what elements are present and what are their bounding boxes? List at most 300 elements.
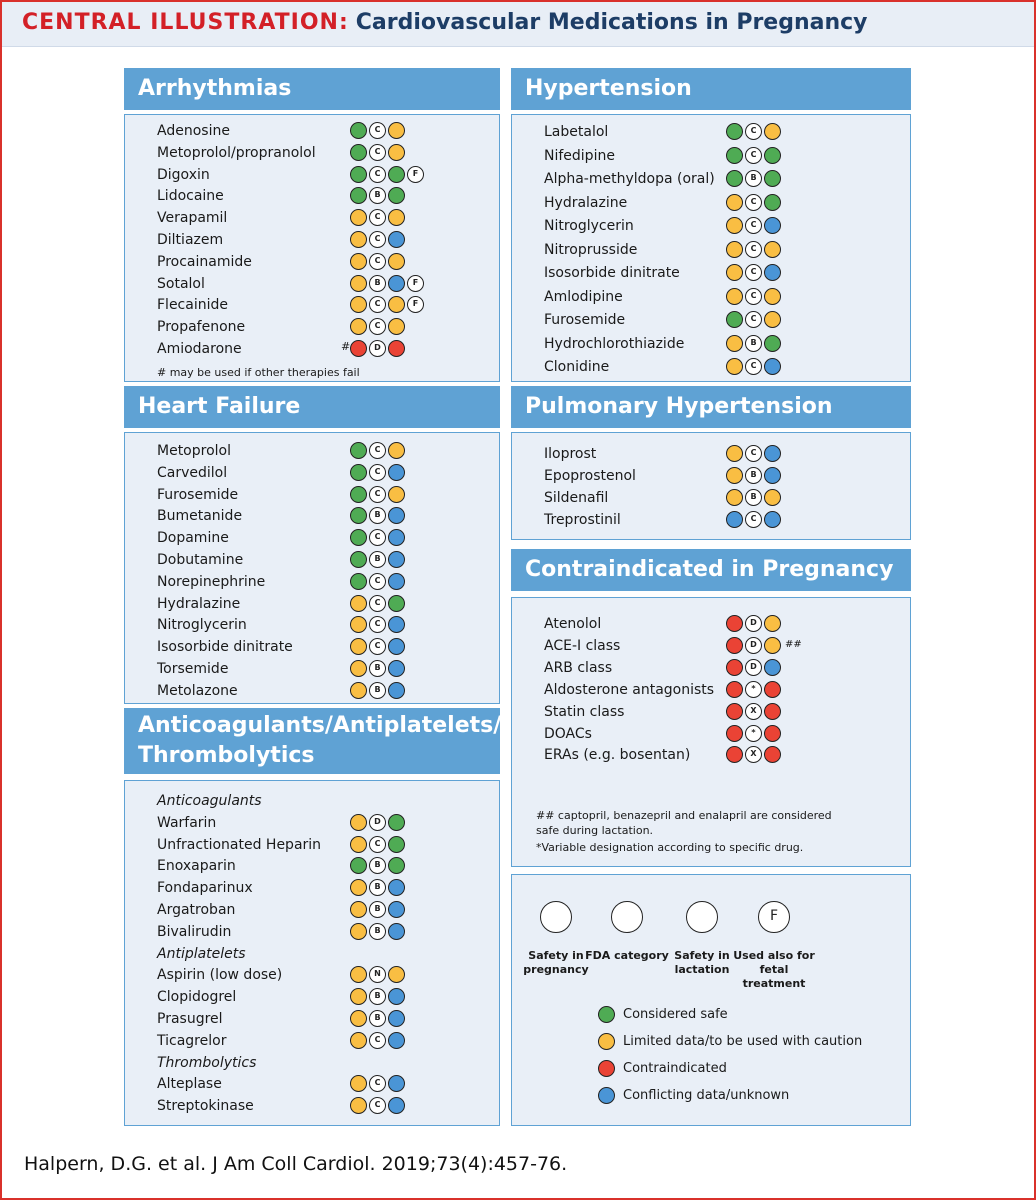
section-header-arrhythmias [124, 68, 500, 110]
section-title: Contraindicated in Pregnancy [525, 557, 894, 582]
fda-category-badge: C [745, 311, 762, 328]
drug-name: Flecainide [157, 297, 228, 314]
pregnancy-safety-dot [350, 682, 367, 699]
drug-name: Treprostinil [544, 512, 621, 528]
drug-rating [350, 923, 405, 940]
fda-category-badge: D [369, 340, 386, 357]
fda-category-badge: C [745, 264, 762, 281]
lactation-safety-dot [388, 507, 405, 524]
lactation-safety-dot [388, 122, 405, 139]
drug-name: Prasugrel [157, 1011, 223, 1027]
fda-category-badge: C [369, 464, 386, 481]
lactation-safety-dot [764, 147, 781, 164]
drug-rating [350, 122, 405, 139]
fda-category-badge: B [745, 489, 762, 506]
drug-name: Epoprostenol [544, 468, 636, 484]
section-header-heart-failure [124, 386, 500, 428]
lactation-safety-dot [764, 335, 781, 352]
drug-rating [726, 725, 781, 742]
fda-category-badge: C [369, 318, 386, 335]
lactation-safety-dot [764, 123, 781, 140]
drug-name: ACE-I class [544, 637, 621, 654]
drug-name: Adenosine [157, 123, 230, 139]
section-header-hypertension [511, 68, 911, 110]
lactation-safety-dot [388, 966, 405, 983]
lactation-safety-dot [388, 836, 405, 853]
fda-category-badge: C [369, 573, 386, 590]
drug-name: Metoprolol/propranolol [157, 144, 316, 161]
subsection-label: Antiplatelets [157, 945, 246, 962]
lactation-safety-dot [764, 311, 781, 328]
pregnancy-safety-dot [350, 166, 367, 183]
pregnancy-safety-dot [350, 1010, 367, 1027]
pregnancy-safety-dot [350, 144, 367, 161]
drug-name: Warfarin [157, 814, 217, 831]
drug-rating [726, 637, 802, 654]
drug-name: Hydrochlorothiazide [544, 335, 685, 352]
fetal-treatment-badge: F [407, 296, 424, 313]
section-panel-heart-failure [124, 432, 500, 704]
drug-name: Metoprolol [157, 443, 231, 459]
fda-category-badge: X [745, 703, 762, 720]
drug-rating [350, 901, 405, 918]
fda-category-badge: B [369, 275, 386, 292]
lactation-safety-dot [388, 573, 405, 590]
pregnancy-safety-dot [350, 442, 367, 459]
page-title [22, 10, 868, 35]
title-main: Cardiovascular Medications in Pregnancy [355, 10, 868, 35]
pregnancy-safety-dot [350, 122, 367, 139]
pregnancy-safety-dot [350, 486, 367, 503]
drug-rating [350, 638, 405, 655]
fda-category-badge: C [369, 209, 386, 226]
pregnancy-safety-dot [350, 253, 367, 270]
drug-name: Sildenafil [544, 490, 609, 506]
legend-color-dot [598, 1087, 615, 1104]
lactation-safety-dot [764, 445, 781, 462]
drug-rating [726, 746, 781, 763]
legend-circle-icon [686, 901, 718, 933]
title-bar [2, 2, 1034, 47]
drug-rating [726, 467, 781, 484]
drug-rating [726, 511, 781, 528]
legend-color-label: Conflicting data/unknown [623, 1088, 790, 1103]
section-footnote-2: *Variable designation according to specific drug. [536, 841, 804, 854]
fda-category-badge: D [745, 615, 762, 632]
lactation-safety-dot [764, 725, 781, 742]
lactation-safety-dot [388, 253, 405, 270]
drug-name: DOACs [544, 725, 592, 742]
drug-name: Isosorbide dinitrate [544, 265, 680, 281]
section-panel-pulmonary-hypertension [511, 432, 911, 540]
legend-color-dot [598, 1006, 615, 1023]
drug-name: Amiodarone [157, 341, 242, 357]
drug-name: ERAs (e.g. bosentan) [544, 747, 691, 764]
pregnancy-safety-dot [350, 1032, 367, 1049]
drug-rating [350, 1075, 405, 1092]
drug-name: Unfractionated Heparin [157, 836, 322, 853]
drug-rating [726, 288, 781, 305]
pregnancy-safety-dot [726, 725, 743, 742]
section-title: Heart Failure [138, 394, 301, 419]
legend-column-label: FDA category [585, 949, 669, 962]
drug-name: Alteplase [157, 1076, 222, 1093]
drug-name: Labetalol [544, 124, 609, 140]
fda-category-badge: C [369, 253, 386, 270]
fda-category-badge: * [745, 725, 762, 742]
pregnancy-safety-dot [726, 703, 743, 720]
drug-rating [350, 507, 405, 524]
drug-name: Nitroprusside [544, 241, 638, 258]
lactation-safety-dot [388, 1097, 405, 1114]
fda-category-badge: C [369, 231, 386, 248]
fda-category-badge: C [369, 1097, 386, 1114]
fda-category-badge: D [745, 659, 762, 676]
pregnancy-safety-dot [726, 241, 743, 258]
drug-rating [350, 660, 405, 677]
drug-rating [350, 966, 405, 983]
fda-category-badge: C [369, 836, 386, 853]
drug-rating [726, 445, 781, 462]
legend-color-label: Considered safe [623, 1007, 728, 1022]
fda-category-badge: B [369, 660, 386, 677]
drug-name: Bumetanide [157, 508, 243, 525]
drug-name: Aspirin (low dose) [157, 967, 283, 984]
drug-name: Enoxaparin [157, 858, 236, 875]
drug-rating [350, 551, 405, 568]
lactation-safety-dot [764, 659, 781, 676]
pregnancy-safety-dot [350, 966, 367, 983]
drug-footnote-marker: # [341, 340, 351, 353]
drug-rating [726, 311, 781, 328]
pregnancy-safety-dot [726, 681, 743, 698]
drug-name: Clopidogrel [157, 989, 237, 1006]
drug-rating [350, 209, 405, 226]
lactation-safety-dot [388, 682, 405, 699]
fda-category-badge: C [369, 1075, 386, 1092]
drug-name: Alpha-methyldopa (oral) [544, 171, 715, 187]
drug-rating [350, 340, 405, 357]
subsection-label: Thrombolytics [157, 1054, 257, 1071]
drug-name: Isosorbide dinitrate [157, 639, 293, 656]
drug-rating [350, 1032, 405, 1049]
lactation-safety-dot [388, 814, 405, 831]
lactation-safety-dot [764, 170, 781, 187]
section-panel-arrhythmias [124, 114, 500, 382]
section-header-pulmonary-hypertension [511, 386, 911, 428]
drug-name: Carvedilol [157, 464, 228, 481]
pregnancy-safety-dot [726, 615, 743, 632]
drug-rating [726, 170, 781, 187]
fda-category-badge: B [369, 187, 386, 204]
pregnancy-safety-dot [350, 340, 367, 357]
fda-category-badge: C [745, 217, 762, 234]
pregnancy-safety-dot [350, 1097, 367, 1114]
drug-rating [350, 616, 405, 633]
drug-rating [350, 1010, 405, 1027]
drug-name: Diltiazem [157, 232, 224, 248]
fda-category-badge: X [745, 746, 762, 763]
drug-name: Norepinephrine [157, 573, 266, 590]
drug-name: Atenolol [544, 616, 602, 632]
drug-rating [350, 318, 405, 335]
drug-rating [350, 231, 405, 248]
pregnancy-safety-dot [726, 264, 743, 281]
section-panel-hypertension [511, 114, 911, 382]
drug-rating [726, 659, 781, 676]
pregnancy-safety-dot [726, 288, 743, 305]
fda-category-badge: B [745, 467, 762, 484]
lactation-safety-dot [388, 1075, 405, 1092]
legend-circle-icon [611, 901, 643, 933]
fda-category-badge: C [745, 194, 762, 211]
fda-category-badge: C [745, 241, 762, 258]
lactation-safety-dot [388, 166, 405, 183]
lactation-safety-dot [764, 194, 781, 211]
fda-category-badge: B [745, 335, 762, 352]
drug-rating [726, 123, 781, 140]
drug-rating [350, 814, 405, 831]
drug-name: Amlodipine [544, 288, 623, 305]
legend-color-row [598, 1086, 789, 1106]
drug-rating [350, 464, 405, 481]
lactation-safety-dot [388, 318, 405, 335]
drug-name: Sotalol [157, 275, 205, 292]
drug-footnote-marker: ## [785, 638, 802, 650]
lactation-safety-dot [388, 1010, 405, 1027]
drug-rating [350, 879, 405, 896]
drug-rating [350, 1097, 405, 1114]
pregnancy-safety-dot [726, 194, 743, 211]
legend-color-row [598, 1032, 862, 1052]
fda-category-badge: B [369, 682, 386, 699]
pregnancy-safety-dot [726, 746, 743, 763]
lactation-safety-dot [388, 879, 405, 896]
drug-name: Fondaparinux [157, 880, 253, 897]
lactation-safety-dot [388, 529, 405, 546]
legend-circle-icon [540, 901, 572, 933]
drug-rating [726, 489, 781, 506]
legend-color-label: Limited data/to be used with caution [623, 1034, 863, 1049]
lactation-safety-dot [388, 296, 405, 313]
drug-rating [726, 681, 781, 698]
legend-column-label: Safety in pregnancy [523, 949, 589, 976]
fda-category-badge: C [745, 288, 762, 305]
fetal-treatment-icon: F [758, 901, 790, 933]
legend-color-row [598, 1005, 728, 1025]
lactation-safety-dot [764, 241, 781, 258]
fda-category-badge: B [369, 1010, 386, 1027]
pregnancy-safety-dot [726, 123, 743, 140]
drug-rating [726, 194, 781, 211]
pregnancy-safety-dot [350, 616, 367, 633]
pregnancy-safety-dot [350, 507, 367, 524]
pregnancy-safety-dot [350, 318, 367, 335]
drug-rating [350, 187, 405, 204]
drug-name: Dopamine [157, 530, 229, 547]
lactation-safety-dot [764, 467, 781, 484]
lactation-safety-dot [388, 209, 405, 226]
citation: Halpern, D.G. et al. J Am Coll Cardiol. 2019;73(4):457-76. [24, 1153, 568, 1175]
fda-category-badge: B [369, 507, 386, 524]
lactation-safety-dot [388, 340, 405, 357]
drug-name: Nitroglycerin [544, 218, 634, 234]
fda-category-badge: C [369, 529, 386, 546]
drug-name: ARB class [544, 659, 613, 676]
lactation-safety-dot [388, 231, 405, 248]
drug-rating [726, 335, 781, 352]
fda-category-badge: B [369, 923, 386, 940]
lactation-safety-dot [388, 638, 405, 655]
lactation-safety-dot [764, 511, 781, 528]
pregnancy-safety-dot [350, 296, 367, 313]
drug-name: Ticagrelor [157, 1032, 227, 1049]
pregnancy-safety-dot [726, 170, 743, 187]
fda-category-badge: * [745, 681, 762, 698]
lactation-safety-dot [388, 923, 405, 940]
legend-panel [511, 874, 911, 1126]
lactation-safety-dot [764, 703, 781, 720]
pregnancy-safety-dot [726, 217, 743, 234]
fda-category-badge: C [369, 595, 386, 612]
legend-column-label: Safety in lactation [674, 949, 730, 976]
pregnancy-safety-dot [726, 335, 743, 352]
pregnancy-safety-dot [350, 551, 367, 568]
pregnancy-safety-dot [726, 637, 743, 654]
drug-rating [350, 442, 405, 459]
drug-rating [350, 486, 405, 503]
lactation-safety-dot [764, 264, 781, 281]
fda-category-badge: C [745, 147, 762, 164]
lactation-safety-dot [764, 681, 781, 698]
lactation-safety-dot [388, 551, 405, 568]
fda-category-badge: N [369, 966, 386, 983]
fda-category-badge: B [745, 170, 762, 187]
subsection-label: Anticoagulants [157, 793, 262, 809]
drug-rating [726, 703, 781, 720]
section-title-line: Anticoagulants/Antiplatelets/ [138, 713, 502, 738]
lactation-safety-dot [388, 486, 405, 503]
drug-name: Digoxin [157, 166, 210, 183]
section-title [138, 711, 501, 771]
drug-name: Hydralazine [544, 194, 628, 211]
pregnancy-safety-dot [726, 489, 743, 506]
lactation-safety-dot [388, 988, 405, 1005]
legend-color-dot [598, 1060, 615, 1077]
section-footnote: # may be used if other therapies fail [157, 366, 360, 379]
section-header-contraindicated-in-pregnancy [511, 549, 911, 591]
pregnancy-safety-dot [350, 187, 367, 204]
fda-category-badge: C [369, 166, 386, 183]
fda-category-badge: C [369, 638, 386, 655]
pregnancy-safety-dot [350, 464, 367, 481]
drug-rating [726, 147, 781, 164]
lactation-safety-dot [388, 275, 405, 292]
pregnancy-safety-dot [726, 311, 743, 328]
pregnancy-safety-dot [726, 358, 743, 375]
lactation-safety-dot [388, 464, 405, 481]
fda-category-badge: C [745, 445, 762, 462]
fetal-treatment-badge: F [407, 275, 424, 292]
fda-category-badge: B [369, 901, 386, 918]
legend-color-dot [598, 1033, 615, 1050]
fda-category-badge: C [369, 296, 386, 313]
drug-name: Lidocaine [157, 188, 224, 205]
pregnancy-safety-dot [726, 147, 743, 164]
drug-name: Streptokinase [157, 1098, 254, 1115]
drug-rating [726, 264, 781, 281]
pregnancy-safety-dot [350, 923, 367, 940]
lactation-safety-dot [764, 746, 781, 763]
pregnancy-safety-dot [350, 879, 367, 896]
drug-rating [350, 144, 405, 161]
drug-rating [350, 682, 405, 699]
drug-rating [726, 615, 781, 632]
pregnancy-safety-dot [350, 529, 367, 546]
pregnancy-safety-dot [726, 659, 743, 676]
drug-name: Metolazone [157, 682, 238, 699]
drug-name: Clonidine [544, 359, 610, 375]
drug-rating [350, 988, 405, 1005]
fda-category-badge: C [369, 122, 386, 139]
lactation-safety-dot [388, 1032, 405, 1049]
drug-name: Hydralazine [157, 595, 241, 612]
pregnancy-safety-dot [726, 467, 743, 484]
drug-name: Furosemide [157, 486, 239, 503]
pregnancy-safety-dot [350, 209, 367, 226]
drug-rating [726, 241, 781, 258]
section-panel-anticoagulants-antiplatelets-thrombolytics [124, 780, 500, 1126]
section-header-anticoagulants-antiplatelets-thrombolytics [124, 708, 500, 774]
fda-category-badge: C [369, 1032, 386, 1049]
pregnancy-safety-dot [350, 988, 367, 1005]
pregnancy-safety-dot [350, 638, 367, 655]
pregnancy-safety-dot [726, 445, 743, 462]
section-footnote: ## captopril, benazepril and enalapril are considered safe during lactation. [536, 809, 832, 837]
drug-name: Iloprost [544, 446, 597, 462]
drug-rating [350, 275, 424, 292]
legend-column-label: Used also for fetal treatment [733, 949, 815, 990]
legend-color-label: Contraindicated [623, 1061, 727, 1076]
drug-name: Verapamil [157, 210, 228, 227]
drug-name: Argatroban [157, 902, 236, 918]
drug-rating [350, 166, 424, 183]
drug-name: Bivalirudin [157, 923, 232, 940]
lactation-safety-dot [764, 217, 781, 234]
drug-rating [350, 253, 405, 270]
drug-name: Procainamide [157, 253, 252, 270]
pregnancy-safety-dot [350, 573, 367, 590]
lactation-safety-dot [388, 616, 405, 633]
pregnancy-safety-dot [350, 814, 367, 831]
lactation-safety-dot [388, 660, 405, 677]
drug-rating [726, 358, 781, 375]
lactation-safety-dot [764, 288, 781, 305]
legend-color-row [598, 1059, 727, 1079]
pregnancy-safety-dot [350, 595, 367, 612]
pregnancy-safety-dot [350, 275, 367, 292]
drug-rating [350, 296, 424, 313]
lactation-safety-dot [764, 489, 781, 506]
fda-category-badge: B [369, 857, 386, 874]
section-title: Hypertension [525, 76, 692, 101]
section-title: Arrhythmias [138, 76, 292, 101]
fda-category-badge: C [369, 442, 386, 459]
drug-rating [350, 857, 405, 874]
pregnancy-safety-dot [726, 511, 743, 528]
fda-category-badge: C [369, 616, 386, 633]
fda-category-badge: C [369, 144, 386, 161]
